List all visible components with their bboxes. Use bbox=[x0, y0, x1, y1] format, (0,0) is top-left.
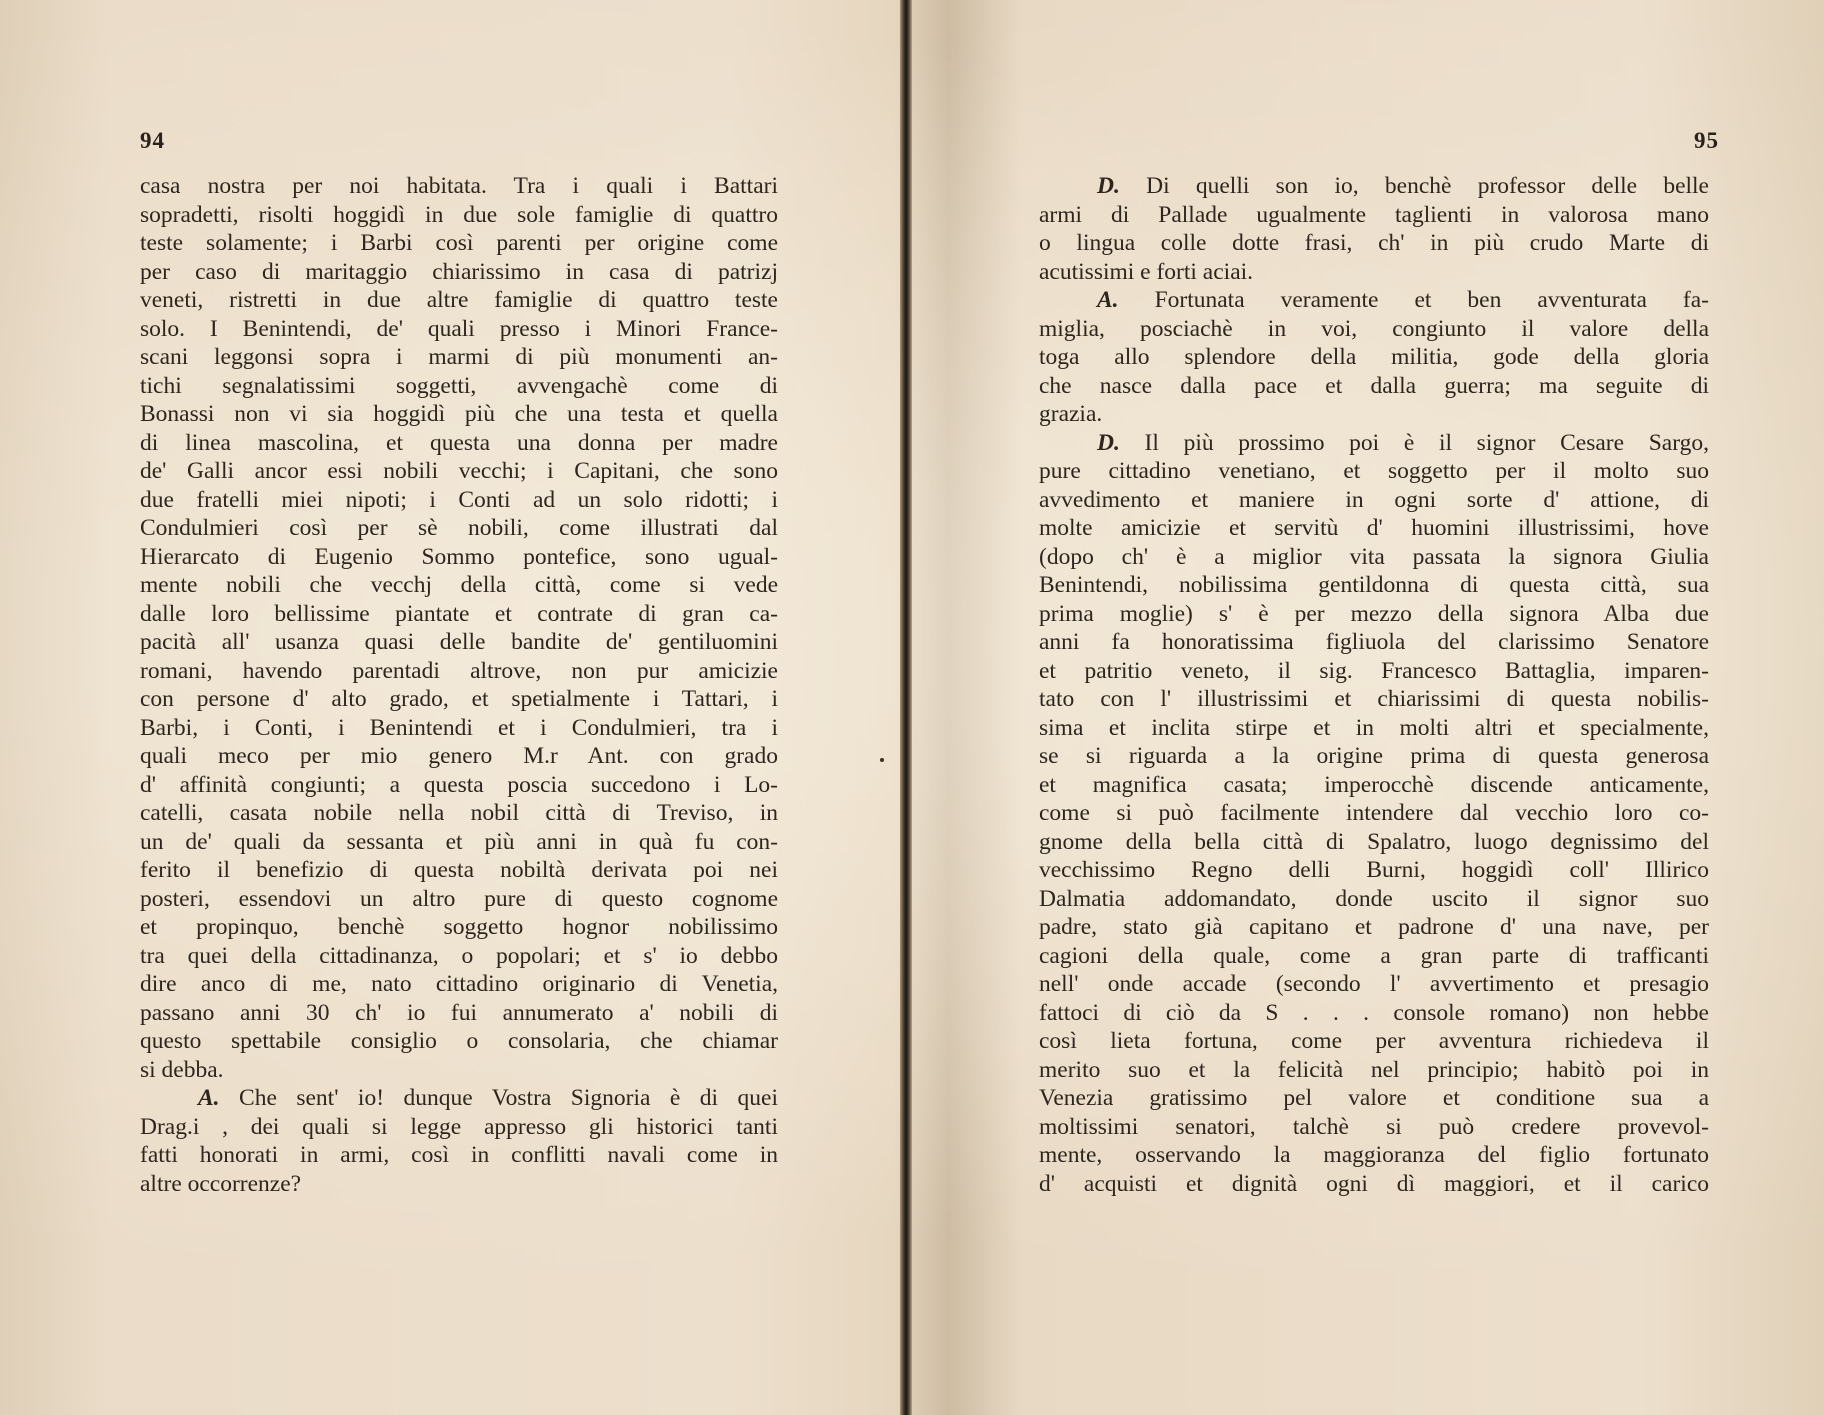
page-number: 94 bbox=[140, 128, 165, 153]
text-line bbox=[1039, 429, 1709, 458]
text-line: con persone d' alto grado, et spetialmente i Tattari, i bbox=[140, 686, 778, 712]
text-line: come si può facilmente intendere dal vecchio loro co- bbox=[1039, 800, 1709, 826]
text-line: molte amicizie et servitù d' huomini illustrissimi, hove bbox=[1039, 515, 1709, 541]
text-line: et magnifica casata; imperocchè discende anticamente, bbox=[1039, 771, 1709, 798]
text-line: Bonassi non vi sia hoggidì più che una testa et quella bbox=[140, 401, 778, 427]
text-line: (dopo ch' è a miglior vita passata la signora Giulia bbox=[1039, 543, 1709, 570]
speaker-label: A. bbox=[1097, 287, 1119, 313]
text-content: Di quelli son io, benchè professor delle belle bbox=[1146, 173, 1709, 199]
text-line: o lingua colle dotte frasi, ch' in più crudo Marte di bbox=[1039, 230, 1709, 256]
text-line: prima moglie) s' è per mezzo della signora Alba due bbox=[1039, 600, 1709, 627]
text-line: sima et inclita stirpe et in molti altri et specialmente, bbox=[1039, 714, 1709, 741]
text-line: armi di Pallade ugualmente taglienti in valorosa mano bbox=[1039, 201, 1709, 228]
text-line: d' affinità congiunti; a questa poscia succedono i Lo- bbox=[140, 771, 778, 798]
text-line: anni fa honoratissima figliuola del clarissimo Senatore bbox=[1039, 629, 1709, 655]
text-line: un de' quali da sessanta et più anni in quà fu con- bbox=[140, 828, 778, 855]
text-line: Dalmatia addomandato, donde uscito il signor suo bbox=[1039, 885, 1709, 912]
text-line bbox=[140, 1084, 778, 1113]
body-text bbox=[140, 172, 778, 1198]
text-line: catelli, casata nobile nella nobil città di Treviso, in bbox=[140, 800, 778, 826]
ink-speck bbox=[880, 758, 884, 762]
text-line: nell' onde accade (secondo l' avvertimento et presagio bbox=[1039, 971, 1709, 997]
text-line: casa nostra per noi habitata. Tra i quali i Battari bbox=[140, 173, 778, 199]
text-line: moltissimi senatori, talchè si può credere provevol- bbox=[1039, 1113, 1709, 1140]
text-line: fatti honorati in armi, così in conflitti navali come in bbox=[140, 1142, 778, 1168]
text-line: sopradetti, risolti hoggidì in due sole famiglie di quattro bbox=[140, 201, 778, 228]
text-line: Condulmieri così per sè nobili, come illustrati dal bbox=[140, 515, 778, 541]
left-page bbox=[0, 0, 900, 1415]
text-line: mente nobili che vecchj della città, come si vede bbox=[140, 572, 778, 598]
text-line: toga allo splendore della militia, gode della gloria bbox=[1039, 344, 1709, 370]
text-line: Barbi, i Conti, i Benintendi et i Condulmieri, tra i bbox=[140, 714, 778, 741]
text-line: et propinquo, benchè soggetto hognor nobilissimo bbox=[140, 914, 778, 940]
text-line: tato con l' illustrissimi et chiarissimi di questa nobilis- bbox=[1039, 686, 1709, 712]
speaker-label: D. bbox=[1097, 429, 1120, 456]
text-line: vecchissimo Regno delli Burni, hoggidì coll' Illirico bbox=[1039, 857, 1709, 883]
text-line: pacità all' usanza quasi delle bandite de' gentiluomini bbox=[140, 629, 778, 655]
right-page bbox=[912, 0, 1824, 1415]
text-line: solo. I Benintendi, de' quali presso i Minori France- bbox=[140, 315, 778, 342]
text-line: et patritio veneto, il sig. Francesco Battaglia, imparen- bbox=[1039, 657, 1709, 684]
speaker-label: A. bbox=[198, 1085, 220, 1111]
text-line: ferito il benefizio di questa nobiltà derivata poi nei bbox=[140, 857, 778, 883]
text-line: Hierarcato di Eugenio Sommo pontefice, sono ugual- bbox=[140, 543, 778, 570]
text-line: padre, stato già capitano et padrone d' una nave, per bbox=[1039, 914, 1709, 940]
text-line: fattoci di ciò da S . . . console romano) non hebbe bbox=[1039, 999, 1709, 1026]
text-line: mente, osservando la maggioranza del figlio fortunato bbox=[1039, 1142, 1709, 1168]
text-line: cagioni della quale, come a gran parte di trafficanti bbox=[1039, 942, 1709, 969]
text-line: grazia. bbox=[1039, 401, 1103, 427]
text-line: dalle loro bellissime piantate et contrate di gran ca- bbox=[140, 600, 778, 627]
text-line: romani, havendo parentadi altrove, non pur amicizie bbox=[140, 657, 778, 684]
text-line: veneti, ristretti in due altre famiglie di quattro teste bbox=[140, 287, 778, 313]
text-line: questo spettabile consiglio o consolaria, che chiamar bbox=[140, 1028, 778, 1054]
text-line: gnome della bella città di Spalatro, luogo degnissimo del bbox=[1039, 828, 1709, 855]
text-line: Venezia gratissimo pel valore et conditione sua a bbox=[1039, 1085, 1709, 1111]
book-gutter bbox=[900, 0, 912, 1415]
text-line: due fratelli miei nipoti; i Conti ad un solo ridotti; i bbox=[140, 486, 778, 513]
text-line: altre occorrenze? bbox=[140, 1170, 302, 1197]
text-line: acutissimi e forti aciai. bbox=[1039, 258, 1254, 285]
speaker-label: D. bbox=[1097, 173, 1120, 199]
text-line: teste solamente; i Barbi così parenti per origine come bbox=[140, 230, 778, 256]
text-line: de' Galli ancor essi nobili vecchi; i Capitani, che sono bbox=[140, 458, 778, 484]
text-line: posteri, essendovi un altro pure di questo cognome bbox=[140, 885, 778, 912]
text-line: Benintendi, nobilissima gentildonna di questa città, sua bbox=[1039, 572, 1709, 598]
text-content: Fortunata veramente et ben avventurata fa- bbox=[1154, 287, 1710, 313]
page-number: 95 bbox=[1694, 128, 1719, 153]
text-line: merito suo et la felicità nel principio; habitò poi in bbox=[1039, 1056, 1709, 1083]
text-line: passano anni 30 ch' io fui annumerato a' nobili di bbox=[140, 999, 778, 1026]
text-line: se si riguarda a la origine prima di questa generosa bbox=[1039, 743, 1709, 769]
text-line: si debba. bbox=[140, 1056, 224, 1083]
body-text bbox=[1039, 172, 1709, 1198]
text-line: pure cittadino venetiano, et soggetto per il molto suo bbox=[1039, 458, 1709, 484]
text-line: Drag.i , dei quali si legge appresso gli historici tanti bbox=[140, 1113, 778, 1140]
text-line: avvedimento et maniere in ogni sorte d' attione, di bbox=[1039, 486, 1709, 513]
text-line: scani leggonsi sopra i marmi di più monumenti an- bbox=[140, 344, 778, 370]
text-line: per caso di maritaggio chiarissimo in casa di patrizj bbox=[140, 258, 778, 285]
text-line: che nasce dalla pace et dalla guerra; ma seguite di bbox=[1039, 372, 1709, 399]
text-line: quali meco per mio genero M.r Ant. con grado bbox=[140, 743, 778, 769]
text-line: di linea mascolina, et questa una donna per madre bbox=[140, 429, 778, 456]
text-line: tichi segnalatissimi soggetti, avvengachè come di bbox=[140, 372, 778, 399]
text-line: così lieta fortuna, come per avventura richiedeva il bbox=[1039, 1028, 1709, 1054]
text-content: Il più prossimo poi è il signor Cesare Sargo, bbox=[1144, 429, 1710, 456]
text-content: Che sent' io! dunque Vostra Signoria è di quei bbox=[239, 1085, 778, 1111]
text-line: miglia, posciachè in voi, congiunto il valore della bbox=[1039, 315, 1709, 342]
text-line: d' acquisti et dignità ogni dì maggiori, et il carico bbox=[1039, 1170, 1709, 1197]
text-line bbox=[1039, 172, 1709, 201]
text-line bbox=[1039, 286, 1709, 315]
text-line: tra quei della cittadinanza, o popolari; et s' io debbo bbox=[140, 942, 778, 969]
text-line: dire anco di me, nato cittadino originario di Venetia, bbox=[140, 971, 778, 997]
